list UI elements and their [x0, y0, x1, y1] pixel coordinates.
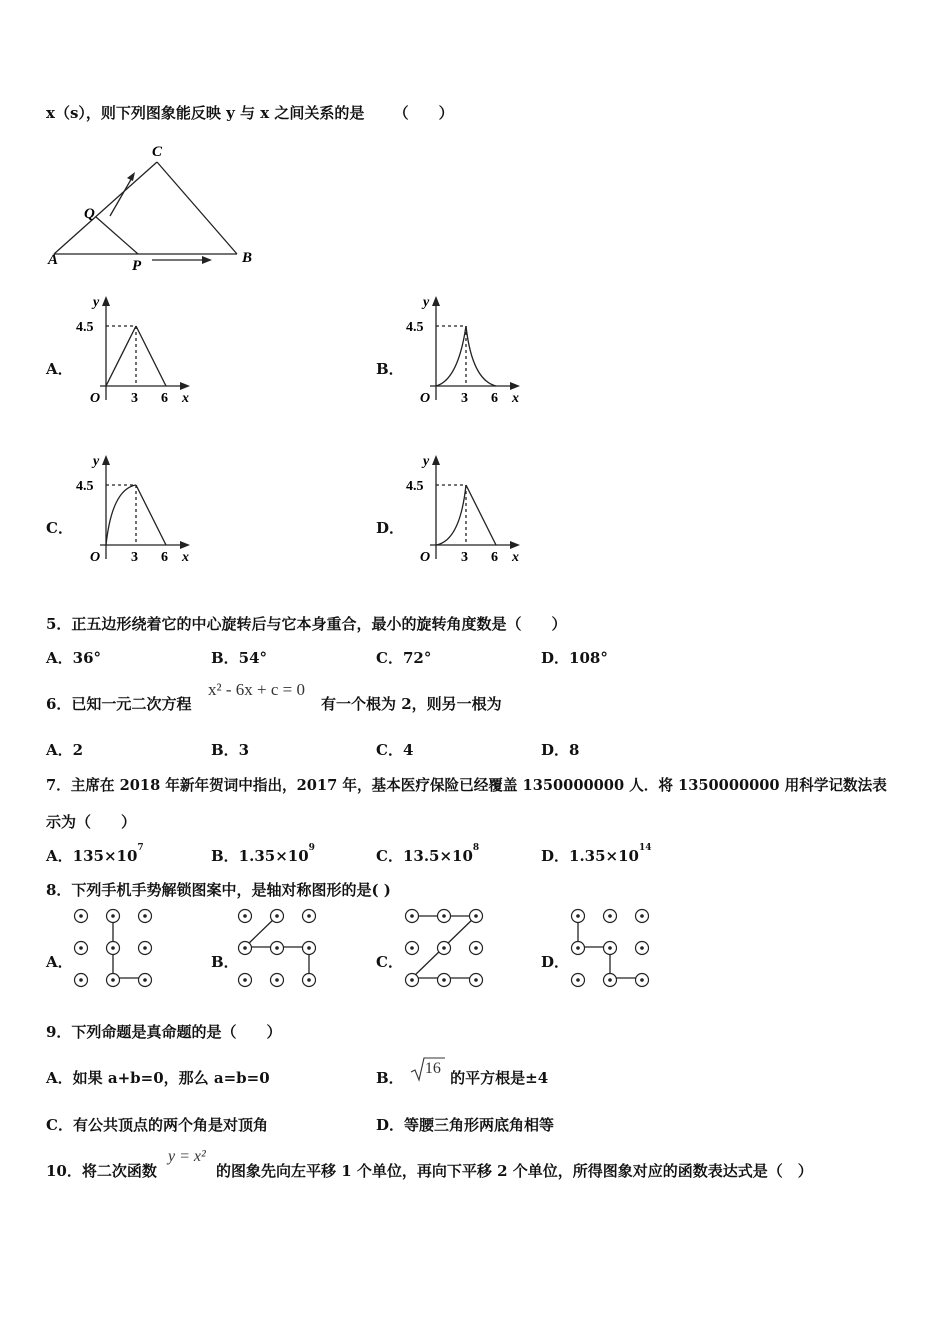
q7-stem-line1: 7．主席在 2018 年新年贺词中指出，2017 年，基本医疗保险已经覆盖 1350000000 人．将 1350000000 用科学记数法表 — [46, 777, 887, 794]
label-A: A — [48, 252, 59, 268]
graph-d — [406, 449, 536, 574]
svg-text:y: y — [93, 454, 100, 469]
graph-c — [76, 449, 206, 574]
q6-equation: x² - 6x + c = 0 — [208, 680, 305, 699]
pattern-dot-center — [474, 978, 478, 982]
q7-option-c[interactable]: C．$13.5\times 10^8$ — [376, 843, 480, 865]
pattern-dot-center — [474, 946, 478, 950]
pattern-dot-center — [111, 946, 115, 950]
q10-stem-post: 的图象先向左平移 1 个单位，再向下平移 2 个单位，所得图象对应的函数表达式是（ ） — [216, 1162, 813, 1180]
pattern-dot-center — [442, 946, 446, 950]
q4-stem-tail: x（s），则下列图象能反映 y 与 x 之间关系的是 （ ） — [46, 104, 454, 122]
pattern-dot-center — [640, 978, 644, 982]
q5-option-c[interactable]: C．72° — [376, 649, 432, 667]
q5-stem: 5．正五边形绕着它的中心旋转后与它本身重合，最小的旋转角度数是（ ） — [46, 615, 567, 633]
label-P: P — [132, 258, 142, 274]
pattern-dot-center — [243, 946, 247, 950]
pattern-dot-center — [275, 946, 279, 950]
pattern-dot-center — [111, 978, 115, 982]
pattern-dots-b — [239, 910, 316, 987]
label-C: C — [152, 144, 163, 160]
pattern-dot-center — [410, 978, 414, 982]
q9-option-d[interactable]: D．等腰三角形两底角相等 — [376, 1116, 555, 1134]
svg-text:y: y — [423, 454, 430, 469]
q8-option-c-label[interactable]: C． — [376, 953, 403, 971]
unlock-pattern-d — [569, 907, 651, 989]
svg-text:O: O — [420, 391, 431, 406]
q4-option-d-label[interactable]: D． — [376, 519, 405, 537]
pattern-dots-d — [572, 910, 649, 987]
pattern-dot-center — [608, 946, 612, 950]
svg-text:x: x — [182, 391, 189, 406]
label-Q: Q — [84, 206, 95, 222]
q5-option-d[interactable]: D．108° — [541, 649, 608, 667]
pattern-dot-center — [307, 914, 311, 918]
svg-text:6: 6 — [161, 550, 168, 565]
q8-stem: 8．下列手机手势解锁图案中，是轴对称图形的是( ) — [46, 881, 391, 899]
q8-option-a-label[interactable]: A． — [46, 953, 73, 971]
pattern-dot-center — [79, 978, 83, 982]
q7-option-b[interactable]: B．$1.35\times 10^9$ — [211, 843, 315, 865]
q10-function: y = x² — [168, 1148, 206, 1165]
pattern-dot-center — [442, 914, 446, 918]
pattern-dot-center — [640, 946, 644, 950]
q6-option-d[interactable]: D．8 — [541, 741, 580, 759]
pattern-dot-center — [275, 978, 279, 982]
pattern-dot-center — [576, 914, 580, 918]
pattern-dot-center — [640, 914, 644, 918]
triangle-figure — [40, 140, 270, 275]
q9-option-a[interactable]: A．如果 a+b=0，那么 a=b=0 — [46, 1069, 270, 1087]
pattern-dot-center — [111, 914, 115, 918]
pattern-dot-center — [79, 914, 83, 918]
pattern-dots-a — [75, 910, 152, 987]
q9-option-c[interactable]: C．有公共顶点的两个角是对顶角 — [46, 1116, 268, 1134]
svg-text:3: 3 — [131, 550, 138, 565]
pattern-dot-center — [79, 946, 83, 950]
q6-option-b[interactable]: B．3 — [211, 741, 250, 759]
svg-text:3: 3 — [461, 391, 468, 406]
svg-text:4.5: 4.5 — [406, 479, 424, 494]
pattern-dot-center — [307, 946, 311, 950]
unlock-pattern-a — [72, 907, 154, 989]
pattern-dot-center — [608, 914, 612, 918]
svg-text:O: O — [420, 550, 431, 565]
q5-option-a[interactable]: A．36° — [46, 649, 102, 667]
svg-text:6: 6 — [491, 550, 498, 565]
svg-text:3: 3 — [461, 550, 468, 565]
q10-stem-pre: 10．将二次函数 — [46, 1162, 157, 1180]
svg-text:x: x — [512, 391, 519, 406]
unlock-pattern-b — [236, 907, 318, 989]
pattern-dot-center — [474, 914, 478, 918]
q4-option-a-label[interactable]: A． — [46, 360, 73, 378]
svg-text:y: y — [93, 295, 100, 310]
pattern-dot-center — [243, 978, 247, 982]
graph-b — [406, 290, 536, 415]
pattern-dot-center — [143, 946, 147, 950]
q4-option-b-label[interactable]: B． — [376, 360, 404, 378]
pattern-dot-center — [143, 978, 147, 982]
q4-option-c-label[interactable]: C． — [46, 519, 73, 537]
q6-stem-post: 有一个根为 2，则另一根为 — [321, 695, 502, 713]
pattern-dot-center — [442, 978, 446, 982]
pattern-dot-center — [143, 914, 147, 918]
svg-text:x: x — [512, 550, 519, 565]
pattern-dot-center — [410, 914, 414, 918]
svg-text:4.5: 4.5 — [76, 320, 94, 335]
graph-a — [76, 290, 206, 415]
label-B: B — [242, 250, 253, 266]
svg-text:3: 3 — [131, 391, 138, 406]
pattern-dot-center — [608, 978, 612, 982]
svg-text:6: 6 — [491, 391, 498, 406]
svg-text:O: O — [90, 550, 101, 565]
q7-option-d[interactable]: D．$1.35\times 10^{14}$ — [541, 843, 652, 865]
pattern-dot-center — [275, 914, 279, 918]
q7-option-a[interactable]: A．$135\times 10^7$ — [46, 843, 144, 865]
svg-text:6: 6 — [161, 391, 168, 406]
pattern-dot-center — [576, 946, 580, 950]
pattern-dot-center — [307, 978, 311, 982]
q7-stem-line2: 示为（ ） — [46, 813, 137, 831]
q6-option-c[interactable]: C．4 — [376, 741, 414, 759]
pattern-dot-center — [576, 978, 580, 982]
pattern-dot-center — [243, 914, 247, 918]
q5-option-b[interactable]: B．54° — [211, 649, 268, 667]
q6-option-a[interactable]: A．2 — [46, 741, 84, 759]
pattern-dot-center — [410, 946, 414, 950]
q8-option-b-label[interactable]: B． — [211, 953, 239, 971]
q8-option-d-label[interactable]: D． — [541, 953, 570, 971]
svg-text:4.5: 4.5 — [76, 479, 94, 494]
svg-text:x: x — [182, 550, 189, 565]
svg-text:y: y — [423, 295, 430, 310]
svg-text:O: O — [90, 391, 101, 406]
sqrt-16: 16 — [409, 1068, 445, 1088]
unlock-pattern-c — [403, 907, 485, 989]
q9-option-b[interactable]: B． 16 的平方根是±4 — [376, 1060, 549, 1087]
q9-stem: 9．下列命题是真命题的是（ ） — [46, 1023, 282, 1041]
q6-stem-pre: 6．已知一元二次方程 — [46, 695, 192, 713]
svg-text:4.5: 4.5 — [406, 320, 424, 335]
